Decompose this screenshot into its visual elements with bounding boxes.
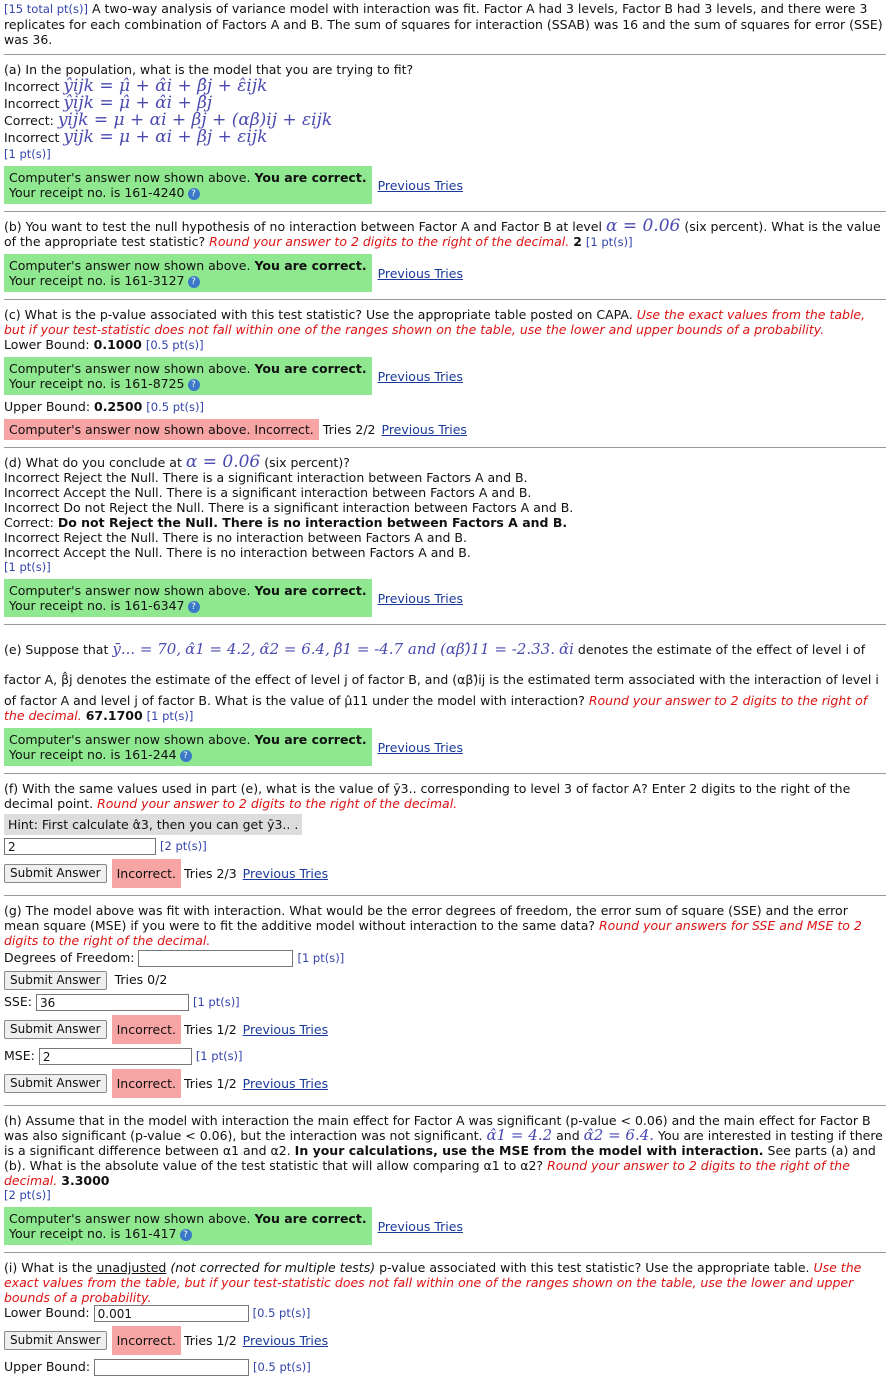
incorrect-badge: Incorrect.: [112, 1326, 181, 1355]
upper-bound-row: [4, 399, 886, 415]
option-status: Incorrect: [4, 500, 60, 515]
answer-input[interactable]: 2: [4, 838, 156, 855]
part-c-lower-status: [4, 357, 886, 395]
previous-tries-link[interactable]: Previous Tries: [242, 1333, 329, 1348]
receipt-label: Your receipt no. is: [9, 747, 121, 762]
incorrect-badge: Incorrect.: [112, 859, 181, 888]
mse-row: [4, 1048, 886, 1065]
previous-tries-link[interactable]: Previous Tries: [242, 1076, 329, 1091]
alpha2-value: α̂2 = 6.4.: [583, 1126, 655, 1144]
previous-tries-link[interactable]: Previous Tries: [377, 1218, 463, 1234]
option-status: Incorrect: [4, 130, 60, 145]
sse-row: [4, 994, 886, 1011]
submit-answer-button[interactable]: Submit Answer: [4, 971, 107, 990]
submit-answer-button[interactable]: Submit Answer: [4, 1020, 107, 1039]
option-formula: ŷijk = μ̂ + α̂i + β̂j + ε̂ijk: [63, 76, 268, 96]
lower-bound-value: 0.1000: [93, 337, 142, 352]
part-i-question: [4, 1260, 886, 1305]
you-are-correct: You are correct.: [254, 361, 367, 376]
lower-bound-label: Lower Bound:: [4, 1305, 90, 1320]
previous-tries-link[interactable]: Previous Tries: [377, 739, 463, 755]
question-text: (f) With the same values used in part (e), what is the value of ȳ3.. corresponding to level 3 of factor A? Enter 2 digits to the right of the decimal point.: [4, 781, 851, 811]
points: [0.5 pt(s)]: [145, 338, 204, 352]
part-f-status: [4, 859, 886, 888]
option-status: Incorrect: [4, 470, 60, 485]
info-icon[interactable]: ?: [188, 601, 200, 613]
tries-count: Tries 2/2: [322, 422, 376, 437]
info-icon[interactable]: ?: [188, 276, 200, 288]
previous-tries-link[interactable]: Previous Tries: [377, 265, 463, 281]
bold-instruction: In your calculations, use the MSE from the model with interaction.: [294, 1143, 764, 1158]
part-e-status: [4, 728, 886, 766]
option-row: [4, 485, 886, 500]
lower-bound-row: [4, 1305, 886, 1322]
answer-row: [4, 838, 886, 855]
part-b: [4, 216, 886, 292]
upper-bound-value: 0.2500: [94, 399, 143, 414]
question-text: (b) You want to test the null hypothesis of no interaction between Factor A and Factor B at level: [4, 219, 602, 234]
option-status: Incorrect: [4, 485, 60, 500]
option-text: Accept the Null. There is no interaction between Factors A and B.: [63, 545, 471, 560]
correct-msg: Computer's answer now shown above.: [9, 583, 251, 598]
correct-msg: Computer's answer now shown above.: [9, 732, 251, 747]
rounding-hint: Round your answer to 2 digits to the right of the decimal.: [4, 693, 868, 723]
part-a-status: [4, 166, 886, 204]
previous-tries-link[interactable]: Previous Tries: [381, 422, 467, 437]
mse-label: MSE:: [4, 1048, 35, 1063]
incorrect-badge: Incorrect.: [112, 1069, 181, 1098]
part-h-status: [4, 1207, 886, 1245]
part-d-question: [4, 452, 886, 472]
alpha-i-symbol: α̂i: [558, 640, 574, 658]
option-row: [4, 515, 886, 530]
question-text: You are interested in testing if there is a significant difference between α1 and α2.: [4, 1128, 883, 1158]
you-are-correct: You are correct.: [254, 1211, 367, 1226]
question-text: (six percent)?: [264, 455, 350, 470]
alpha-value: α = 0.06: [185, 452, 261, 472]
you-are-correct: You are correct.: [254, 258, 367, 273]
part-a: [4, 62, 886, 204]
question-text: (six percent). What is the value of the appropriate test statistic?: [4, 219, 881, 249]
correct-msg: Computer's answer now shown above.: [9, 361, 251, 376]
question-text: denotes the estimate of the effect of level i of: [577, 642, 866, 657]
option-row: [4, 500, 886, 515]
beta1-value: β̂1 = -4.7 and: [333, 640, 437, 658]
previous-tries-link[interactable]: Previous Tries: [242, 1022, 329, 1037]
df-status: [4, 971, 886, 990]
incorrect-badge: Incorrect.: [112, 1015, 181, 1044]
answer-value: 3.3000: [61, 1173, 110, 1188]
part-e-line2: factor A, β̂j denotes the estimate of the effect of level j of factor B, and (αβ)̂ij is the estimated term associated with the interaction of level i: [4, 672, 879, 687]
part-h-question: [4, 1113, 886, 1188]
lower-bound-row: [4, 337, 886, 353]
receipt-number: 161-417: [124, 1226, 177, 1241]
tries-count: Tries 1/2: [183, 1333, 237, 1348]
question-text: See parts (a) and (b). What is the absolute value of the test statistic that will allow comparing α1 to α2?: [4, 1143, 876, 1173]
receipt-number: 161-8725: [124, 376, 185, 391]
part-c: [4, 307, 886, 440]
points: [1 pt(s)]: [192, 995, 240, 1009]
info-icon[interactable]: ?: [180, 750, 192, 762]
previous-tries-link[interactable]: Previous Tries: [377, 368, 463, 384]
sse-status: [4, 1015, 886, 1044]
and-text: and: [556, 1128, 580, 1143]
option-row: [4, 530, 886, 545]
you-are-correct: You are correct.: [254, 583, 367, 598]
info-icon[interactable]: ?: [188, 188, 200, 200]
part-f: [4, 781, 886, 888]
alpha2-value: α̂2 = 6.4,: [259, 640, 330, 658]
points: [0.5 pt(s)]: [146, 400, 204, 414]
receipt-label: Your receipt no. is: [9, 598, 121, 613]
points: [1 pt(s)]: [297, 951, 345, 965]
sse-label: SSE:: [4, 994, 32, 1009]
intro-text: A two-way analysis of variance model with interaction was fit. Factor A had 3 levels, Factor B had 3 levels, and there were 3 replicates for each combination of Factors A and B. The sum of squares for interaction (SSAB) was 16 and the sum of squares for error (SSE) was 36.: [4, 1, 883, 47]
rounding-hint: Round your answer to 2 digits to the right of the decimal.: [97, 796, 458, 811]
part-b-status: [4, 254, 886, 292]
previous-tries-link[interactable]: Previous Tries: [377, 177, 463, 193]
option-text: Do not Reject the Null. There is no interaction between Factors A and B.: [57, 515, 568, 530]
correct-box: [4, 579, 372, 617]
lower-bound-input[interactable]: 0.001: [94, 1305, 249, 1322]
rounding-hint: Round your answer to 2 digits to the right of the decimal.: [209, 234, 570, 249]
points: [2 pt(s)]: [4, 1188, 51, 1202]
receipt-number: 161-3127: [124, 273, 185, 288]
receipt-label: Your receipt no. is: [9, 376, 121, 391]
upper-bound-label: Upper Bound:: [4, 399, 91, 414]
divider: [4, 895, 886, 896]
table-hint: Use the exact values from the table, but if your test-statistic does not fall within one of the ranges shown on the table, use the lower and upper bounds of a probability.: [4, 1260, 862, 1305]
lower-bound-label: Lower Bound:: [4, 337, 90, 352]
divider: [4, 299, 886, 300]
part-d-status: [4, 579, 886, 617]
unadjusted-text: unadjusted: [96, 1260, 167, 1275]
receipt-number: 161-6347: [124, 598, 185, 613]
part-e: [4, 637, 886, 766]
question-text: (h) Assume that in the model with interaction the main effect for Factor A was significant (p-value < 0.06) and the main effect for Factor B was also significant (p-value < 0.06), but the interaction was not significant.: [4, 1113, 871, 1143]
part-f-question: [4, 781, 886, 811]
option-row: [4, 110, 886, 130]
alphabeta11-value: (αβ)̂11 = -2.33.: [440, 640, 555, 658]
tries-count: Tries 1/2: [183, 1022, 237, 1037]
part-a-points: [1 pt(s)]: [4, 147, 51, 161]
option-status: Correct:: [4, 113, 54, 128]
upper-bound-input[interactable]: [94, 1359, 249, 1376]
part-b-question: [4, 216, 886, 250]
question-text: of factor A and level j of factor B. What is the value of μ̂11 under the model with interaction?: [4, 693, 585, 708]
part-d: [4, 452, 886, 617]
hint-row: [4, 814, 886, 835]
part-g: [4, 903, 886, 1098]
correct-msg: Computer's answer now shown above.: [9, 1211, 251, 1226]
submit-answer-button[interactable]: Submit Answer: [4, 1074, 107, 1093]
option-row: [4, 127, 886, 147]
tries-count: Tries 1/2: [183, 1076, 237, 1091]
divider: [4, 54, 886, 55]
part-e-line3: [4, 693, 886, 724]
divider: [4, 773, 886, 774]
option-row: [4, 93, 886, 113]
incorrect-box: Computer's answer now shown above. Incorrect.: [4, 419, 319, 440]
receipt-label: Your receipt no. is: [9, 273, 121, 288]
option-status: Correct:: [4, 515, 54, 530]
alpha1-value: α̂1 = 4.2: [486, 1126, 553, 1144]
question-text: (i) What is the: [4, 1260, 93, 1275]
df-label: Degrees of Freedom:: [4, 950, 135, 965]
points: [0.5 pt(s)]: [252, 1306, 311, 1320]
df-input[interactable]: [138, 950, 293, 967]
lower-bound-status: [4, 1326, 886, 1355]
upper-bound-label: Upper Bound:: [4, 1359, 91, 1374]
divider: [4, 447, 886, 448]
option-row: [4, 470, 886, 485]
rounding-hint: Round your answers for SSE and MSE to 2 digits to the right of the decimal.: [4, 918, 862, 948]
divider: [4, 1252, 886, 1253]
info-icon[interactable]: ?: [180, 1229, 192, 1241]
option-formula: yijk = μ + αi + βj + (αβ)ij + εijk: [57, 110, 333, 130]
mse-input[interactable]: 2: [39, 1048, 192, 1065]
correct-box: [4, 1207, 372, 1245]
receipt-label: Your receipt no. is: [9, 1226, 121, 1241]
mse-status: [4, 1069, 886, 1098]
divider: [4, 624, 886, 625]
tries-count: Tries 2/3: [183, 866, 237, 881]
you-are-correct: You are correct.: [254, 732, 367, 747]
table-hint: Use the exact values from the table, but if your test-statistic does not fall within one of the ranges shown on the table, use the lower and upper bounds of a probability.: [4, 307, 866, 337]
part-h: [4, 1113, 886, 1245]
points: [2 pt(s)]: [159, 839, 207, 853]
divider: [4, 211, 886, 212]
points: [1 pt(s)]: [585, 235, 633, 249]
question-text: (g) The model above was fit with interaction. What would be the error degrees of freedom, the error sum of square (SSE) and the error mean square (MSE) if you were to fit the additive model without interaction to the same data?: [4, 903, 848, 933]
hint-box: Hint: First calculate α̂3, then you can get ȳ3.. .: [4, 814, 302, 835]
points: [1 pt(s)]: [195, 1049, 243, 1063]
receipt-number: 161-4240: [124, 185, 185, 200]
problem-intro: [4, 0, 886, 47]
correct-box: [4, 357, 372, 395]
option-status: Incorrect: [4, 545, 60, 560]
not-corrected-text: (not corrected for multiple tests): [170, 1260, 376, 1275]
option-row: [4, 76, 886, 96]
part-i: [4, 1260, 886, 1376]
receipt-label: Your receipt no. is: [9, 185, 121, 200]
option-text: Reject the Null. There is a significant interaction between Factors A and B.: [63, 470, 528, 485]
divider: [4, 1105, 886, 1106]
sse-input[interactable]: 36: [36, 994, 189, 1011]
correct-box: [4, 166, 372, 204]
answer-value: 67.1700: [85, 708, 143, 723]
points: [0.5 pt(s)]: [253, 1360, 311, 1374]
points: [1 pt(s)]: [4, 560, 51, 574]
submit-answer-button[interactable]: Submit Answer: [4, 1331, 107, 1350]
correct-msg: Computer's answer now shown above.: [9, 258, 251, 273]
rounding-hint: Round your answer to 2 digits to the right of the decimal.: [4, 1158, 850, 1188]
total-points: [15 total pt(s)]: [4, 2, 88, 16]
option-text: Accept the Null. There is a significant interaction between Factors A and B.: [63, 485, 532, 500]
option-status: Incorrect: [4, 79, 60, 94]
option-text: Reject the Null. There is no interaction between Factors A and B.: [63, 530, 467, 545]
question-text: (c) What is the p-value associated with this test statistic? Use the appropriate table posted on CAPA.: [4, 307, 633, 322]
answer-value: 2: [573, 234, 582, 249]
tries-count: Tries 0/2: [114, 972, 168, 987]
upper-bound-row: [4, 1359, 886, 1376]
previous-tries-link[interactable]: Previous Tries: [242, 866, 329, 881]
alpha1-value: α̂1 = 4.2,: [185, 640, 256, 658]
part-a-options: [4, 76, 886, 147]
option-status: Incorrect: [4, 530, 60, 545]
previous-tries-link[interactable]: Previous Tries: [377, 590, 463, 606]
correct-box: [4, 254, 372, 292]
option-formula: ŷijk = μ̂ + α̂i + β̂j: [63, 93, 213, 113]
points: [1 pt(s)]: [146, 709, 194, 723]
alpha-value: α = 0.06: [605, 216, 681, 236]
option-row: [4, 545, 886, 560]
part-a-question: (a) In the population, what is the model that you are trying to fit?: [4, 62, 414, 77]
option-status: Incorrect: [4, 96, 60, 111]
part-g-question: [4, 903, 886, 948]
option-formula: yijk = μ + αi + βj + εijk: [63, 127, 268, 147]
part-c-upper-status: [4, 419, 886, 440]
ybar-value: ȳ... = 70,: [112, 640, 182, 658]
correct-box: [4, 728, 372, 766]
part-c-question: [4, 307, 886, 337]
option-text: Do not Reject the Null. There is a significant interaction between Factors A and B.: [63, 500, 574, 515]
submit-answer-button[interactable]: Submit Answer: [4, 864, 107, 883]
part-e-line1: [4, 637, 886, 662]
question-text: p-value associated with this test statistic? Use the appropriate table.: [379, 1260, 810, 1275]
question-text: (e) Suppose that: [4, 642, 109, 657]
receipt-number: 161-244: [124, 747, 177, 762]
question-text: (d) What do you conclude at: [4, 455, 182, 470]
you-are-correct: You are correct.: [254, 170, 367, 185]
correct-msg: Computer's answer now shown above.: [9, 170, 251, 185]
df-row: [4, 950, 886, 967]
info-icon[interactable]: ?: [188, 379, 200, 391]
